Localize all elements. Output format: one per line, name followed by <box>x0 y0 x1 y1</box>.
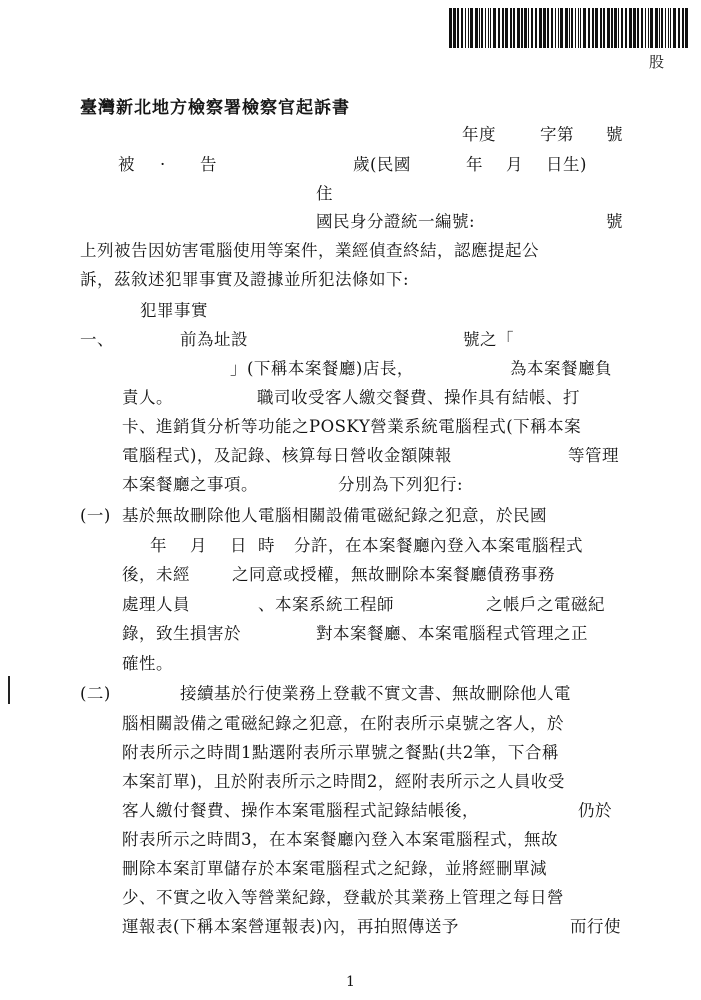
para1-number: 一、 <box>80 330 114 349</box>
defendant-label-2: 告 <box>200 155 217 174</box>
sub1-day: 日 <box>230 536 247 555</box>
sub1-line-2-rest: 分許，在本案餐廳內登入本案電腦程式 <box>294 536 583 555</box>
intro-line-1: 上列被告因妨害電腦使用等案件，業經偵查終結，認應提起公 <box>80 241 539 260</box>
sub2-line-8: 少、不實之收入等營業紀錄，登載於其業務上管理之每日營 <box>122 888 564 907</box>
sub2-line-5b: 仍於 <box>578 801 612 820</box>
para1-line-1b: 號之「 <box>463 330 514 349</box>
sub1-line-6: 確性。 <box>122 654 173 673</box>
id-number-label: 國民身分證統一編號: <box>316 212 476 231</box>
sub1-hour: 時 <box>258 536 275 555</box>
birth-day-label: 日生) <box>546 155 587 174</box>
para1-line-3a: 責人。 <box>122 388 173 407</box>
sub2-line-9b: 而行使 <box>570 917 621 936</box>
sub1-line-4c: 之帳戶之電磁紀 <box>486 595 605 614</box>
sub2-line-6: 附表所示之時間3，在本案餐廳內登入本案電腦程式，無故 <box>122 830 558 849</box>
case-number-label: 號 <box>606 125 623 144</box>
sub1-line-4a: 處理人員 <box>122 595 190 614</box>
intro-line-2: 訴，茲敘述犯罪事實及證據並所犯法條如下: <box>80 270 410 289</box>
sub1-line-5b: 對本案餐廳、本案電腦程式管理之正 <box>316 624 588 643</box>
para1-line-5a: 電腦程式)，及記錄、核算每日營收金額陳報 <box>122 446 452 465</box>
defendant-label-dot: · <box>160 155 166 174</box>
sub1-line-3a: 後，未經 <box>122 565 190 584</box>
defendant-address: 住 <box>316 184 333 203</box>
document-title: 臺灣新北地方檢察署檢察官起訴書 <box>80 98 350 118</box>
section-title: 犯罪事實 <box>140 301 208 320</box>
sub1-line-3b: 之同意或授權，無故刪除本案餐廳債務事務 <box>232 565 555 584</box>
para1-line-3b: 職司收受客人繳交餐費、操作具有結帳、打 <box>257 388 580 407</box>
sub2-line-2: 腦相關設備之電磁紀錄之犯意，在附表所示桌號之客人，於 <box>122 714 564 733</box>
sub1-number: (一) <box>80 506 111 525</box>
sub1-month: 月 <box>190 536 207 555</box>
sub1-line-5a: 錄，致生損害於 <box>122 624 241 643</box>
birth-month-label: 月 <box>506 155 523 174</box>
margin-mark <box>8 676 10 704</box>
sub2-line-3: 附表所示之時間1點選附表所示單號之餐點(共2筆，下合稱 <box>122 743 559 762</box>
sub2-line-4: 本案訂單)，且於附表所示之時間2，經附表所示之人員收受 <box>122 772 565 791</box>
defendant-age: 歲(民國 <box>353 155 411 174</box>
para1-line-6a: 本案餐廳之事項。 <box>122 475 258 494</box>
sub2-line-7: 刪除本案訂單儲存於本案電腦程式之紀錄，並將經刪單減 <box>122 859 547 878</box>
case-char-label: 字第 <box>540 125 574 144</box>
sub2-line-1: 接續基於行使業務上登載不實文書、無故刪除他人電 <box>180 684 571 703</box>
division-label: 股 <box>649 53 665 71</box>
para1-line-1a: 前為址設 <box>180 330 248 349</box>
para1-line-6b: 分別為下列犯行: <box>338 475 464 494</box>
sub1-line-4b: 、本案系統工程師 <box>258 595 394 614</box>
para1-line-4: 卡、進銷貨分析等功能之POSKY營業系統電腦程式(下稱本案 <box>122 417 582 436</box>
id-number-suffix: 號 <box>606 212 623 231</box>
para1-line-5b: 等管理 <box>568 446 619 465</box>
page-number: 1 <box>346 974 356 990</box>
sub2-line-9a: 運報表(下稱本案營運報表)內，再拍照傳送予 <box>122 917 459 936</box>
barcode <box>447 8 691 48</box>
sub1-year: 年 <box>150 536 167 555</box>
sub2-number: (二) <box>80 684 111 703</box>
birth-year-label: 年 <box>466 155 483 174</box>
para1-line-2b: 為本案餐廳負 <box>510 359 612 378</box>
sub2-line-5a: 客人繳付餐費、操作本案電腦程式記錄結帳後， <box>122 801 479 820</box>
para1-line-2a: 」(下稱本案餐廳)店長， <box>230 359 414 378</box>
sub1-line-1: 基於無故刪除他人電腦相關設備電磁紀錄之犯意，於民國 <box>122 506 547 525</box>
defendant-label-1: 被 <box>118 155 135 174</box>
case-year-label: 年度 <box>462 125 496 144</box>
